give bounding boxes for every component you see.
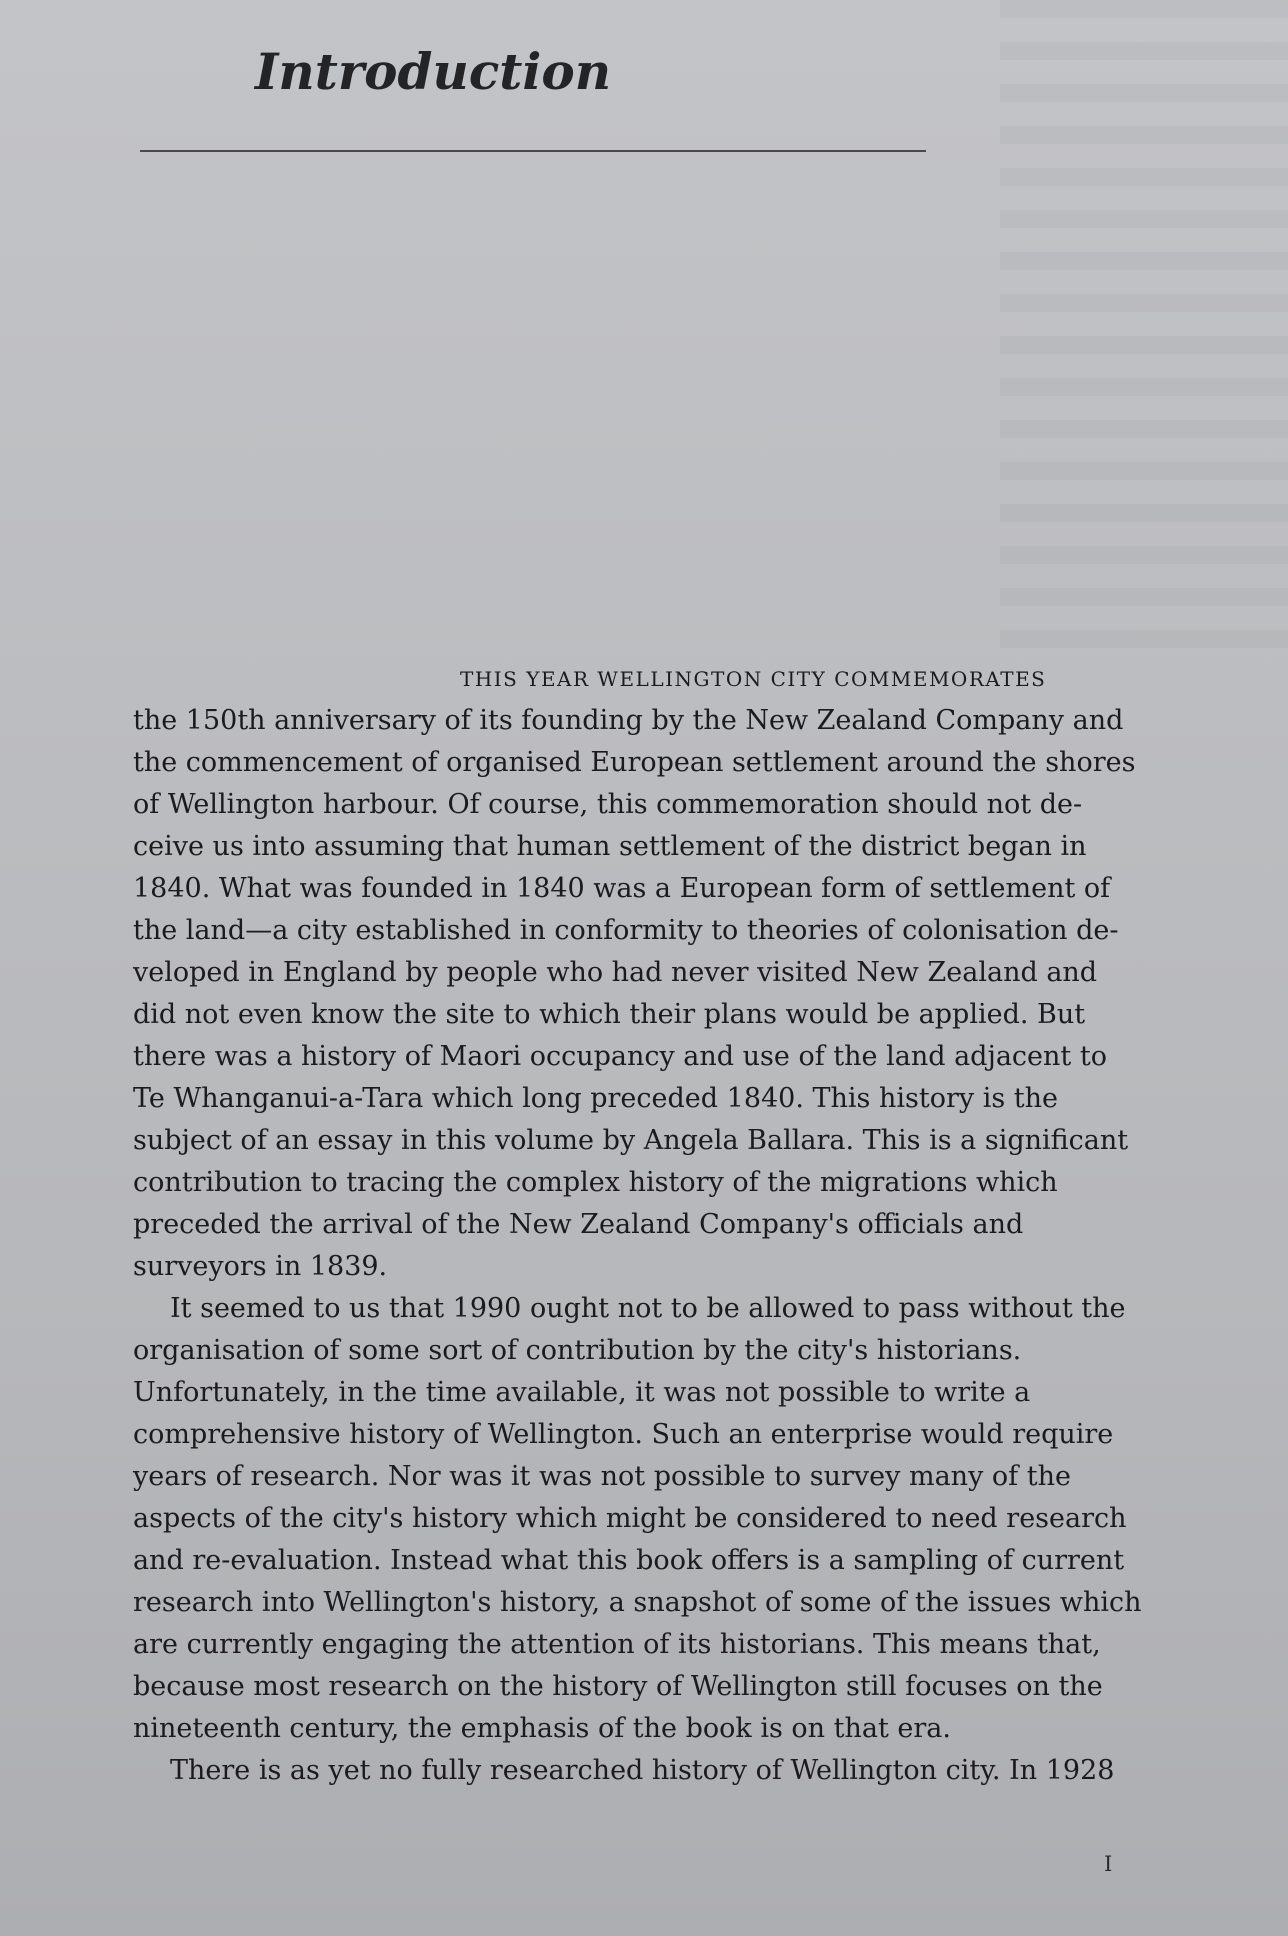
title-rule — [140, 150, 926, 152]
page-number: I — [1104, 1852, 1113, 1876]
text-line: Te Whanganui-a-Tara which long preceded 1840. This history is the — [133, 1083, 1059, 1114]
text-line: There is as yet no fully researched history of Wellington city. In 1928 — [170, 1755, 1115, 1786]
text-line: did not even know the site to which their plans would be applied. But — [133, 999, 1086, 1030]
text-line: years of research. Nor was it was not possible to survey many of the — [133, 1461, 1071, 1492]
text-line: preceded the arrival of the New Zealand Company's officials and — [133, 1209, 1024, 1240]
text-line: Unfortunately, in the time available, it was not possible to write a — [133, 1377, 1031, 1408]
chapter-title: Introduction — [255, 42, 612, 101]
show-through-text — [1000, 0, 1288, 660]
text-line: research into Wellington's history, a snapshot of some of the issues which — [133, 1587, 1142, 1618]
text-line: and re-evaluation. Instead what this book offers is a sampling of current — [133, 1545, 1125, 1576]
text-line: the commencement of organised European settlement around the shores — [133, 747, 1136, 778]
text-line: of Wellington harbour. Of course, this commemoration should not de- — [133, 789, 1083, 820]
body-text — [133, 658, 1142, 1792]
paragraph-1 — [133, 700, 1136, 1288]
lead-small-caps: THIS YEAR WELLINGTON CITY COMMEMORATES — [460, 667, 1047, 691]
text-line: the 150th anniversary of its founding by the New Zealand Company and — [133, 705, 1124, 736]
paragraph-2 — [133, 1288, 1142, 1750]
text-line: contribution to tracing the complex history of the migrations which — [133, 1167, 1058, 1198]
text-line: are currently engaging the attention of its historians. This means that, — [133, 1629, 1101, 1660]
text-line: surveyors in 1839. — [133, 1251, 388, 1282]
text-line: because most research on the history of Wellington still focuses on the — [133, 1671, 1103, 1702]
text-line: It seemed to us that 1990 ought not to be allowed to pass without the — [170, 1293, 1126, 1324]
text-line: aspects of the city's history which might be considered to need research — [133, 1503, 1127, 1534]
paragraph-3 — [133, 1750, 1133, 1792]
text-line: subject of an essay in this volume by Angela Ballara. This is a significant — [133, 1125, 1129, 1156]
text-line: nineteenth century, the emphasis of the book is on that era. — [133, 1713, 951, 1744]
text-line: organisation of some sort of contribution by the city's historians. — [133, 1335, 1022, 1366]
text-line: ceive us into assuming that human settlement of the district began in — [133, 831, 1087, 862]
text-line: 1840. What was founded in 1840 was a European form of settlement of — [133, 873, 1111, 904]
text-line: there was a history of Maori occupancy and use of the land adjacent to — [133, 1041, 1107, 1072]
text-line: the land—a city established in conformity to theories of colonisation de- — [133, 915, 1119, 946]
text-line: veloped in England by people who had never visited New Zealand and — [133, 957, 1098, 988]
text-line: comprehensive history of Wellington. Such an enterprise would require — [133, 1419, 1114, 1450]
